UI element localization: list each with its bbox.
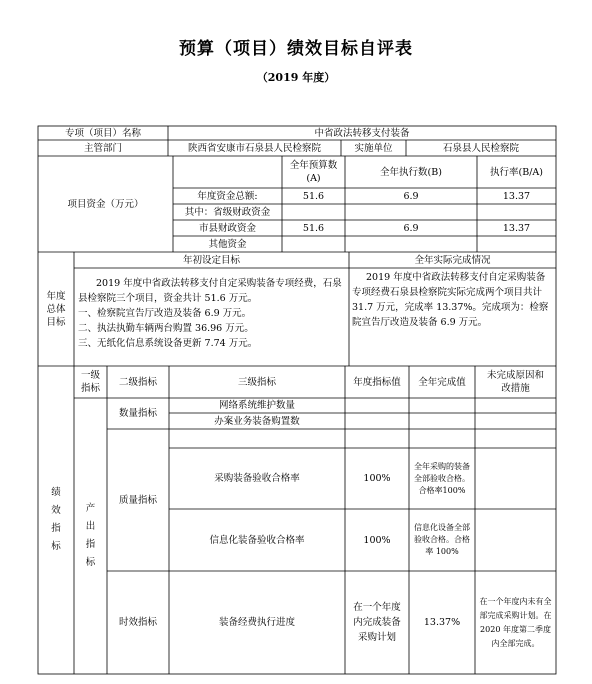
goals-actual-header: 全年实际完成情况	[414, 254, 491, 266]
funds-row-b: 6.9	[403, 222, 419, 234]
quantity-item: 办案业务装备购置数	[214, 415, 300, 427]
funds-row-a: 51.6	[302, 222, 325, 234]
header-actual: 全年完成值	[418, 376, 466, 388]
impl-value: 石泉县人民检察院	[442, 142, 519, 154]
funds-row-label: 年度资金总额:	[197, 190, 258, 202]
funds-row-a	[282, 236, 345, 252]
funds-row-label: 其中：省级财政资金	[184, 206, 271, 218]
timeliness-actual: 13.37%	[423, 617, 461, 628]
year-subtitle: （2019 年度）	[256, 71, 336, 84]
quality-item-target: 100%	[363, 534, 391, 546]
funds-row-rate: 13.37	[502, 222, 531, 234]
timeliness-label: 时效指标	[118, 617, 157, 628]
quantity-label: 数量指标	[118, 408, 157, 419]
goal-item: 三、无纸化信息系统设备更新 7.74 万元。	[78, 338, 258, 349]
funds-row-label: 其他资金	[208, 238, 247, 250]
header-level2: 二级指标	[118, 376, 157, 388]
quality-item-actual: 信息化设备全部验收合格。合格率 100%	[414, 523, 470, 556]
funds-row-rate	[477, 236, 556, 252]
quality-label: 质量指标	[118, 494, 157, 506]
timeliness-target: 在一个年度内完成装备采购计划	[353, 602, 401, 643]
funds-row-a	[282, 204, 345, 220]
funds-row-a: 51.6	[302, 190, 325, 202]
header-reason: 未完成原因和改措施	[486, 370, 544, 394]
page-title: 预算（项目）绩效目标自评表	[179, 39, 413, 59]
timeliness-reason: 在一个年度内未有全部完成采购计划。在 2020 年度第二季度内全部完成。	[479, 596, 552, 648]
goals-initial-header: 年初设定目标	[182, 254, 240, 266]
header-level3: 三级指标	[237, 376, 276, 388]
impl-label: 实施单位	[354, 142, 393, 154]
funds-row-rate: 13.37	[502, 190, 531, 202]
level1-output: 产出指标	[85, 503, 96, 568]
dept-label: 主管部门	[83, 142, 122, 154]
dept-value: 陕西省安康市石泉县人民检察院	[187, 142, 321, 154]
funds-col-b-header: 全年执行数(B)	[380, 166, 442, 178]
funds-row-b	[345, 204, 477, 220]
goal-item: 一、检察院宣告厅改造及装备 6.9 万元。	[78, 308, 252, 319]
header-level1: 一级指标	[80, 370, 100, 394]
perf-side-label: 绩效指标	[51, 487, 61, 552]
quality-item-name: 信息化装备验收合格率	[209, 534, 305, 546]
quality-item-target: 100%	[363, 473, 391, 484]
project-name-value: 中省政法转移支付装备	[314, 127, 410, 139]
timeliness-item-name: 装备经费执行进度	[218, 617, 295, 628]
funds-row-rate	[477, 204, 556, 220]
quantity-item: 网络系统维护数量	[218, 400, 295, 411]
quality-item-actual: 全年采购的装备全部验收合格。合格率100%	[414, 461, 470, 495]
funds-col-a-header: 全年预算数(A)	[289, 160, 338, 184]
header-target: 年度指标值	[353, 376, 401, 388]
project-name-label: 专项（项目）名称	[64, 127, 141, 139]
goals-initial-text	[78, 276, 346, 351]
funds-row-label: 市县财政资金	[198, 222, 256, 234]
funds-col-rate-header: 执行率(B/A)	[490, 166, 543, 178]
funds-row-b: 6.9	[403, 190, 419, 202]
goals-actual-text: 2019 年度中省政法转移支付自定采购装备专项经费石泉县检察院实际完成两个项目共计 31.7 万元，完成率 13.37%。完成项为：检察院宣告厅改造及装备 6.9 万元。	[352, 272, 549, 328]
goal-paragraph: 2019 年度中省政法转移支付自定采购装备专项经费，石泉县检察院三个项目，资金共计 51.6 万元。	[78, 278, 342, 304]
funds-row-b	[345, 236, 477, 252]
funds-label: 项目资金（万元）	[67, 198, 144, 210]
goal-item: 二、执法执勤车辆两台购置 36.96 万元。	[78, 323, 254, 334]
goals-side-label: 年度总体目标	[46, 290, 66, 328]
quality-item-name: 采购装备验收合格率	[214, 473, 300, 484]
